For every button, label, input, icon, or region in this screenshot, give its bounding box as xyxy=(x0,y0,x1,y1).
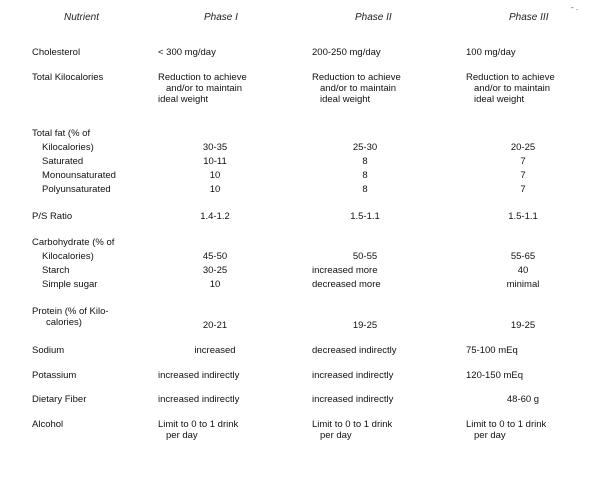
header-phase-3: Phase III xyxy=(509,12,549,23)
row-kilocalories-label: Total Kilocalories xyxy=(32,72,104,83)
row-fat-saturated-label: Saturated xyxy=(42,156,84,167)
row-fat-mono-phase-2: 8 xyxy=(362,170,368,181)
kilocalories-p2-line: ideal weight xyxy=(320,94,371,105)
row-carb-starch-label: Starch xyxy=(42,265,70,276)
kilocalories-p1-line: Reduction to achieve xyxy=(158,72,247,83)
row-protein-label xyxy=(32,306,109,328)
row-cholesterol-phase-3: 100 mg/day xyxy=(466,47,516,58)
row-kilocalories-phase-1 xyxy=(158,72,247,105)
row-fat-mono-phase-3: 7 xyxy=(520,170,526,181)
row-fat-label: Total fat (% of xyxy=(32,128,91,139)
row-sodium-phase-1: increased xyxy=(194,345,236,356)
row-potassium-phase-3: 120-150 mEq xyxy=(466,370,524,381)
alcohol-p1-line: Limit to 0 to 1 drink xyxy=(158,419,239,430)
row-potassium-phase-1: increased indirectly xyxy=(158,370,240,381)
row-sodium-label: Sodium xyxy=(32,345,65,356)
row-carb-label: Carbohydrate (% of xyxy=(32,237,115,248)
row-carb-kcal-phase-3: 55-65 xyxy=(510,251,536,262)
row-kilocalories-phase-2 xyxy=(312,72,401,105)
row-ps-ratio-phase-3: 1.5-1.1 xyxy=(508,211,538,222)
row-potassium-label: Potassium xyxy=(32,370,77,381)
kilocalories-p1-line: ideal weight xyxy=(158,94,209,105)
protein-label-line: calories) xyxy=(46,317,82,328)
kilocalories-p3-line: ideal weight xyxy=(474,94,525,105)
kilocalories-p2-line: Reduction to achieve xyxy=(312,72,401,83)
row-ps-ratio-phase-2: 1.5-1.1 xyxy=(350,211,380,222)
row-fat-mono-phase-1: 10 xyxy=(209,170,221,181)
row-carb-sugar-phase-2: decreased more xyxy=(312,279,381,290)
row-carb-kcal-phase-2: 50-55 xyxy=(352,251,378,262)
row-fiber-phase-3: 48-60 g xyxy=(506,394,540,405)
alcohol-p1-line: per day xyxy=(166,430,198,441)
row-sodium-phase-2: decreased indirectly xyxy=(312,345,397,356)
row-fat-saturated-phase-1: 10-11 xyxy=(203,156,227,167)
row-carb-sugar-phase-1: 10 xyxy=(209,279,221,290)
row-alcohol-phase-1 xyxy=(158,419,238,441)
row-fat-kcal-phase-2: 25-30 xyxy=(352,142,378,153)
row-fat-kcal-phase-3: 20-25 xyxy=(510,142,536,153)
row-alcohol-phase-3 xyxy=(466,419,546,441)
row-carb-kcal-label: Kilocalories) xyxy=(42,251,94,262)
alcohol-p3-line: per day xyxy=(474,430,506,441)
row-fat-poly-label: Polyunsaturated xyxy=(42,184,111,195)
corner-mark: - . xyxy=(571,3,579,12)
row-protein-phase-2: 19-25 xyxy=(352,320,378,331)
row-fat-saturated-phase-3: 7 xyxy=(520,156,526,167)
row-carb-starch-phase-1: 30-25 xyxy=(202,265,228,276)
row-protein-phase-3: 19-25 xyxy=(510,320,536,331)
row-carb-sugar-phase-3: minimal xyxy=(506,279,540,290)
row-fat-mono-label: Monounsaturated xyxy=(42,170,116,181)
row-cholesterol-label: Cholesterol xyxy=(32,47,81,58)
row-cholesterol-phase-1: < 300 mg/day xyxy=(158,47,216,58)
kilocalories-p3-line: and/or to maintain xyxy=(474,83,551,94)
kilocalories-p2-line: and/or to maintain xyxy=(320,83,397,94)
row-fat-poly-phase-2: 8 xyxy=(362,184,368,195)
row-fat-poly-phase-1: 10 xyxy=(209,184,221,195)
row-fat-poly-phase-3: 7 xyxy=(520,184,526,195)
row-fiber-phase-2: increased indirectly xyxy=(312,394,394,405)
row-fiber-label: Dietary Fiber xyxy=(32,394,87,405)
row-cholesterol-phase-2: 200-250 mg/day xyxy=(312,47,381,58)
row-protein-phase-1: 20-21 xyxy=(202,320,228,331)
alcohol-p3-line: Limit to 0 to 1 drink xyxy=(466,419,547,430)
row-carb-sugar-label: Simple sugar xyxy=(42,279,98,290)
header-phase-2: Phase II xyxy=(355,12,392,23)
row-ps-ratio-phase-1: 1.4-1.2 xyxy=(200,211,230,222)
row-carb-starch-phase-2: increased more xyxy=(312,265,378,276)
row-fat-saturated-phase-2: 8 xyxy=(362,156,368,167)
row-ps-ratio-label: P/S Ratio xyxy=(32,211,73,222)
alcohol-p2-line: per day xyxy=(320,430,352,441)
row-sodium-phase-3: 75-100 mEq xyxy=(466,345,518,356)
row-alcohol-phase-2 xyxy=(312,419,392,441)
row-fat-kcal-phase-1: 30-35 xyxy=(202,142,228,153)
row-carb-starch-phase-3: 40 xyxy=(517,265,529,276)
row-potassium-phase-2: increased indirectly xyxy=(312,370,394,381)
alcohol-p2-line: Limit to 0 to 1 drink xyxy=(312,419,393,430)
row-kilocalories-phase-3 xyxy=(466,72,555,105)
protein-label-line: Protein (% of Kilo- xyxy=(32,306,109,317)
kilocalories-p3-line: Reduction to achieve xyxy=(466,72,555,83)
header-nutrient: Nutrient xyxy=(64,12,100,23)
row-carb-kcal-phase-1: 45-50 xyxy=(202,251,228,262)
row-fat-kcal-label: Kilocalories) xyxy=(42,142,94,153)
kilocalories-p1-line: and/or to maintain xyxy=(166,83,243,94)
row-fiber-phase-1: increased indirectly xyxy=(158,394,240,405)
header-phase-1: Phase I xyxy=(204,12,238,23)
row-alcohol-label: Alcohol xyxy=(32,419,64,430)
